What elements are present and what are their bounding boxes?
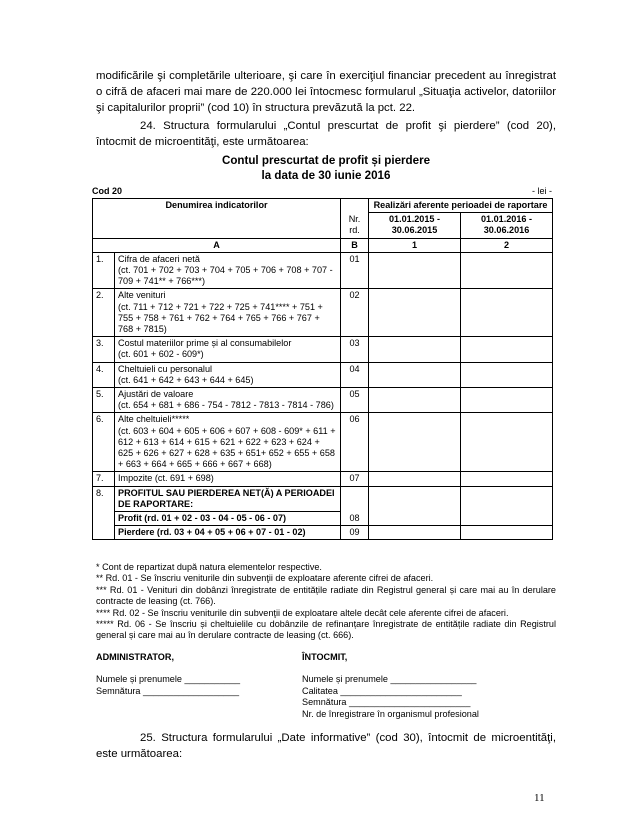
- value-period-2: [461, 388, 553, 413]
- table-row: [93, 362, 553, 387]
- row-number: 8.: [93, 486, 115, 540]
- row-number: 6.: [93, 413, 115, 472]
- indicator-name: Alte venituri: [118, 290, 166, 301]
- preparer-quality-line: Calitatea ________________________: [302, 685, 462, 696]
- col-label-2: 2: [461, 238, 553, 252]
- row-number: 2.: [93, 289, 115, 337]
- row-indicator: [115, 388, 341, 413]
- indicator-formula: (ct. 701 + 702 + 703 + 704 + 705 + 706 + 708 + 707 - 709 + 741** + 766***): [118, 265, 333, 287]
- preparer-name-line: Numele și prenumele _________________: [302, 674, 477, 685]
- row-8-title: PROFITUL SAU PIERDEREA NET(Ă) A PERIOADEI DE RAPORTARE:: [115, 486, 341, 511]
- row-code: 08: [341, 512, 369, 526]
- footnotes: [96, 562, 556, 642]
- profit-loss-table: [92, 198, 553, 540]
- row-number: 7.: [93, 472, 115, 486]
- preparer-sign-line: Semnătura ________________________: [302, 697, 471, 708]
- row-number: 3.: [93, 337, 115, 362]
- table-column-labels: [93, 238, 553, 252]
- table-row: [93, 472, 553, 486]
- footnote: ** Rd. 01 - Se înscriu veniturile din subvenţii de exploatare aferente cifrei de afaceri.: [96, 573, 434, 584]
- row-code: 05: [341, 388, 369, 413]
- indicator-formula: (ct. 601 + 602 - 609*): [118, 349, 204, 360]
- header-row-number: Nr. rd.: [341, 199, 369, 239]
- indicator-formula: (ct. 711 + 712 + 721 + 722 + 725 + 741**** + 751 + 755 + 758 + 761 + 762 + 764 + 765 + 766 + 767 + 768 + 7815): [118, 301, 323, 335]
- paragraph-25: [96, 730, 556, 762]
- row-profit: Profit (rd. 01 + 02 - 03 - 04 - 05 - 06 - 07): [115, 512, 341, 526]
- row-indicator: [115, 472, 341, 486]
- value-period-2: [461, 362, 553, 387]
- footnote: *** Rd. 01 - Venituri din dobânzi înregistrate de entitățile radiate din Registrul general și care mai au în derulare contracte de leasing (ct. 766).: [96, 584, 556, 607]
- row-code: 06: [341, 413, 369, 472]
- form-code-row: [92, 186, 552, 198]
- preparer-registration-line: Nr. de înregistrare în organismul profesional: [302, 708, 479, 719]
- indicator-name: Alte cheltuieli*****: [118, 414, 190, 425]
- footnote: * Cont de repartizat după natura elementelor respective.: [96, 562, 322, 572]
- report-title: [96, 153, 556, 183]
- value-period-2: [461, 252, 553, 289]
- row-code: 02: [341, 289, 369, 337]
- value-period-1: [369, 526, 461, 540]
- value-period-1: [369, 362, 461, 387]
- col-label-1: 1: [369, 238, 461, 252]
- indicator-name: Ajustări de valoare: [118, 389, 194, 400]
- value-period-2: [461, 289, 553, 337]
- page-number: 11: [534, 792, 545, 804]
- table-row: [93, 388, 553, 413]
- value-period-2: [461, 472, 553, 486]
- value-period-1: [369, 252, 461, 289]
- paragraph-25-text: 25. Structura formularului „Date informative” (cod 30), întocmit de microentităţi, este următoarea:: [96, 732, 556, 760]
- intro-paragraph: modificările şi completările ulterioare, şi care în exerciţiul financiar precedent au înregistrat o cifră de afaceri mai mare de 220.000 lei întocmesc formularul „Situaţia activelor, datoriilor şi capitalurilor proprii” (cod 10) în structura prevăzută la pct. 22.: [96, 70, 556, 114]
- header-period-1: 01.01.2015 - 30.06.2015: [369, 213, 461, 238]
- value-period-1: [369, 289, 461, 337]
- paragraph-24: [96, 118, 556, 150]
- row-code: 09: [341, 526, 369, 540]
- table-row: [93, 289, 553, 337]
- header-period-2: 01.01.2016 - 30.06.2016: [461, 213, 553, 238]
- value-period-1: [369, 388, 461, 413]
- row-loss: Pierdere (rd. 03 + 04 + 05 + 06 + 07 - 01 - 02): [115, 526, 341, 540]
- preparer-title: ÎNTOCMIT,: [302, 652, 348, 662]
- indicator-formula: (ct. 654 + 681 + 686 - 754 - 7812 - 7813 - 7814 - 786): [118, 400, 334, 411]
- value-period-2: [461, 486, 553, 526]
- table-row-loss: [93, 526, 553, 540]
- preparer-signature-block: [302, 652, 562, 720]
- paragraph-24-text: 24. Structura formularului „Contul prescurtat de profit şi pierdere” (cod 20), întocmit de microentităţi, este următoarea:: [96, 120, 556, 148]
- value-period-2: [461, 337, 553, 362]
- footnote: ***** Rd. 06 - Se înscriu și cheltuielile cu dobânzile de refinanțare înregistrate de entitățile radiate din Registrul general și care mai au în derulare contracte de leasing (ct. 666).: [96, 619, 556, 641]
- row-number: 1.: [93, 252, 115, 289]
- administrator-sign-line: Semnătura ___________________: [96, 685, 240, 696]
- footnote: **** Rd. 02 - Se înscriu veniturile din subvenţii de exploatare altele decât cele aferente cifrei de afaceri.: [96, 607, 509, 618]
- indicator-name: Impozite (ct. 691 + 698): [118, 473, 214, 484]
- row-code: 03: [341, 337, 369, 362]
- value-period-2: [461, 413, 553, 472]
- row-number: 4.: [93, 362, 115, 387]
- form-code: Cod 20: [92, 186, 123, 196]
- row-number: 5.: [93, 388, 115, 413]
- report-title-line2: la data de 30 iunie 2016: [261, 169, 391, 182]
- table-row-8-title: [93, 486, 553, 511]
- indicator-name: Cheltuieli cu personalul: [118, 363, 213, 374]
- table-row: [93, 252, 553, 289]
- indicator-formula: (ct. 603 + 604 + 605 + 606 + 607 + 608 - 609* + 611 + 612 + 613 + 614 + 615 + 621 + 622 + 623 + 624 + 625 + 626 + 627 + 628 + 635 + 651+ 652 + 655 + 658 + 663 + 664 + 665 + 666 + 667 + 668): [118, 425, 336, 470]
- value-period-1: [369, 472, 461, 486]
- administrator-name-line: Numele și prenumele ___________: [96, 674, 241, 685]
- indicator-name: Cifra de afaceri netă: [118, 253, 200, 264]
- value-period-2: [461, 526, 553, 540]
- row-code: 04: [341, 362, 369, 387]
- value-period-1: [369, 486, 461, 526]
- row-indicator: [115, 289, 341, 337]
- col-label-a: A: [93, 238, 341, 252]
- table-header-row: [93, 199, 553, 213]
- row-indicator: [115, 252, 341, 289]
- col-label-b: B: [341, 238, 369, 252]
- row-code-empty: [341, 486, 369, 511]
- table-row: [93, 337, 553, 362]
- report-title-line1: Contul prescurtat de profit și pierdere: [221, 154, 431, 167]
- indicator-formula: (ct. 641 + 642 + 643 + 644 + 645): [118, 374, 254, 385]
- row-indicator: [115, 337, 341, 362]
- value-period-1: [369, 413, 461, 472]
- row-code: 01: [341, 252, 369, 289]
- administrator-signature-block: [96, 652, 296, 697]
- header-indicator-name: Denumirea indicatorilor: [93, 199, 341, 239]
- header-periods: Realizări aferente perioadei de raportare: [369, 199, 553, 213]
- row-code: 07: [341, 472, 369, 486]
- table-row: [93, 413, 553, 472]
- administrator-title: ADMINISTRATOR,: [96, 652, 174, 662]
- value-period-1: [369, 337, 461, 362]
- currency-unit: - lei -: [532, 186, 552, 196]
- row-indicator: [115, 362, 341, 387]
- indicator-name: Costul materiilor prime și al consumabilelor: [118, 338, 292, 349]
- row-indicator: [115, 413, 341, 472]
